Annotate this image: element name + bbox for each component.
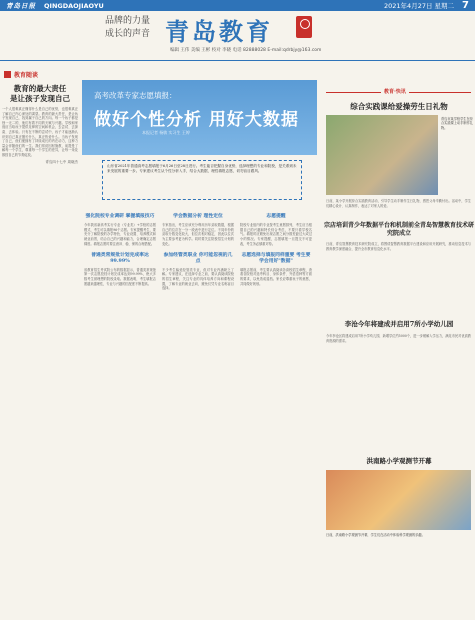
- right-headline-4: 洪南路小学观测节开幕: [366, 457, 432, 465]
- section-label: 教育·快讯: [381, 88, 409, 95]
- page-title: 青岛教育: [165, 17, 273, 46]
- right-headline-3: 李沧今年将建成并启用7所小学幼儿园: [344, 320, 454, 328]
- col3-text: 院校专业组内的专业按考生意愿排列，考生应当根据自己的兴趣和特长综合考虑，不要只看学校名气。填报时应避免出现志愿之间分数差距过大或过小的情况。专家提醒，志愿填报一旦提交不可更改，考生务必慎重对待。: [240, 223, 312, 246]
- top-bar: [0, 0, 475, 11]
- issue-date: 2021年4月27日 星期二: [384, 2, 455, 10]
- right-text-2: 日前，青岛智慧教育技术研究院成立，将围绕智慧教育数据平台建设和应用开展研究，推动信息技术与教育教学深度融合，提升全市教育信息化水平。: [326, 242, 471, 251]
- slogan: [70, 15, 150, 41]
- feature-byline: 本报记者 杨敏 实习生 王婷: [142, 130, 190, 135]
- section-pinyin: QINGDAOJIAOYU: [44, 1, 104, 10]
- header-divider: [0, 60, 475, 61]
- photo-1-caption: 青岛市某学校学生在综合实践课上动手制作礼物。: [441, 117, 473, 130]
- left-headline-line-1: 教育的最大责任: [13, 84, 67, 93]
- news-photo-1: [326, 115, 438, 195]
- newspaper-logo-icon: [296, 16, 312, 38]
- photo-2-caption: 日前，洪南路小学观测节开幕，学生们在活动中体验科学观测的乐趣。: [326, 533, 425, 537]
- col1-text: 今年我省新高考实行专业（专业类）+学校的志愿模式，考生可以填报96个志愿。专家提醒考生，要充分了解院校的办学特色、专业设置、培养模式和就业前景，结合自己的兴趣和能力，合理确定志愿梯度。填报志愿时要注意冲、稳、保的合理搭配。: [84, 223, 156, 246]
- col1-subhead: 强化院校专业调研 掌握填报技巧: [85, 213, 155, 219]
- column-label: 教育随谈: [14, 72, 39, 79]
- right-column: [320, 62, 475, 620]
- masthead: [0, 11, 475, 63]
- feature-headline: 做好个性分析 用好大数据: [94, 110, 299, 130]
- col2-subhead-2: 参加经管类职业 你可能忽视的几点: [163, 251, 233, 264]
- left-headline: [2, 84, 78, 104]
- feature-article: [82, 62, 317, 620]
- column-header: [4, 70, 78, 79]
- right-headline-2: 宗店培训青少年数据平台和机制前全青岛智慧教育技术研究院成立: [324, 222, 475, 237]
- col1-subhead-2: 普通类常规批计划完成率达99.99%: [91, 251, 149, 264]
- left-article-body: 一个人很难真正懂得什么是自己的优势，也很难真正了解自己内心深处的渴望。教育的最大责任，是让孩子发现自己，找到属于自己的方向。每一个孩子都是独一无二的，他们有着不同的天赋与兴趣。学校和家庭应当给孩子提供足够的空间和机会，去尝试、去探索、去体验。只有在不断的尝试中，孩子才能逐渐认识到自己真正擅长什么，真正热爱什么。当孩子发现了自己，他们便拥有了持续成长的内在动力，这种力量会伴随他们的一生。我们常说因材施教，前提是了解每一个学生，尊重每一个学生的差异，让每一朵花都按自己的节奏绽放。: [2, 107, 78, 157]
- col2-text: 专家指出，考生应该充分利用历年录取数据，根据自己的位次在一分一段表中进行定位。不同年份的录取分数变化较大，但位次相对稳定，因此以位次为主要参考更为科学。同时要关注院校招生计划的变化。: [162, 223, 234, 246]
- section-tag: [326, 89, 471, 100]
- feature-column-3: [240, 208, 312, 286]
- page-number: 7: [462, 0, 469, 11]
- feature-banner: [82, 80, 317, 155]
- right-headline-1: 综合实践课给爱操劳生日礼物: [350, 102, 448, 111]
- newspaper-brand: 青岛日报: [6, 2, 36, 10]
- slogan-line-2: 成长的声音: [104, 29, 150, 39]
- feature-column-2: [162, 208, 234, 291]
- feature-column-1: [84, 208, 156, 286]
- news-photo-2: [326, 470, 471, 530]
- right-text-1: 日前，某小学开展综合实践教育活动，引导学生动手制作生日礼物，感恩父母辛勤付出。活动中，学生们精心设计、认真制作，表达了对家人的爱。: [326, 199, 471, 208]
- slogan-line-1: 品牌的力量: [104, 16, 150, 26]
- feature-kicker: 高考改革专家志愿填报：: [94, 91, 177, 100]
- col1-text-2: 省教育招生考试院公布的数据显示，普通类常规批第一次志愿投档计划完成率达到99.99%，绝大多数考生被理想的院校录取。数据表明，考生填报志愿越来越理性，专业与兴趣的匹配度不断提高。: [84, 267, 156, 286]
- left-signature: 青岛四十七中 周晓杰: [45, 159, 78, 164]
- left-headline-line-2: 是让孩子发现自己: [10, 94, 70, 103]
- col2-subhead: 学会数据分析 理性定位: [173, 213, 223, 219]
- col3-text-2: 填报志愿前，考生要认真阅读各高校招生章程，查看各院校对选考科目、身体条件、外语语种等方面的要求，以免造成退档。家长应尊重孩子的意愿，共同做好规划。: [240, 267, 312, 286]
- col3-subhead: 志愿提醒: [266, 213, 286, 219]
- column-marker-icon: [4, 71, 11, 78]
- editor-info: 编辑 王伟 美编 王彬 校对 李晓 电话 82888028 E-mail:qdrbjy@163.com: [170, 48, 322, 53]
- col2-text-2: 不少考生偏爱经管类专业，但对专业内涵缺乏了解。专家建议，在选择专业之前，要认真阅读院校的招生章程，关注专业的具体培养方向和课程设置，了解专业的就业去向，避免仅凭专业名称盲目选择。: [162, 267, 234, 291]
- feature-lead: 山东省2021年普通高考志愿填报于6月26日至28日进行。考生能否把握自身优势，选择理想的专业和院校，是关系到未来发展的重要一步。专家建议考生从个性分析入手，结合大数据，理性填报志愿，切勿盲目跟风。: [102, 160, 302, 200]
- left-column: [2, 62, 78, 620]
- right-text-3: 今年李沧区将建成启用7所小学幼儿园，新增学位约5000个，进一步缓解入学压力，满足市民对优质教育资源的需求。: [326, 334, 471, 343]
- col3-subhead-2: 志愿选择与填报同样重要 考生要学会用好"数据": [241, 251, 311, 264]
